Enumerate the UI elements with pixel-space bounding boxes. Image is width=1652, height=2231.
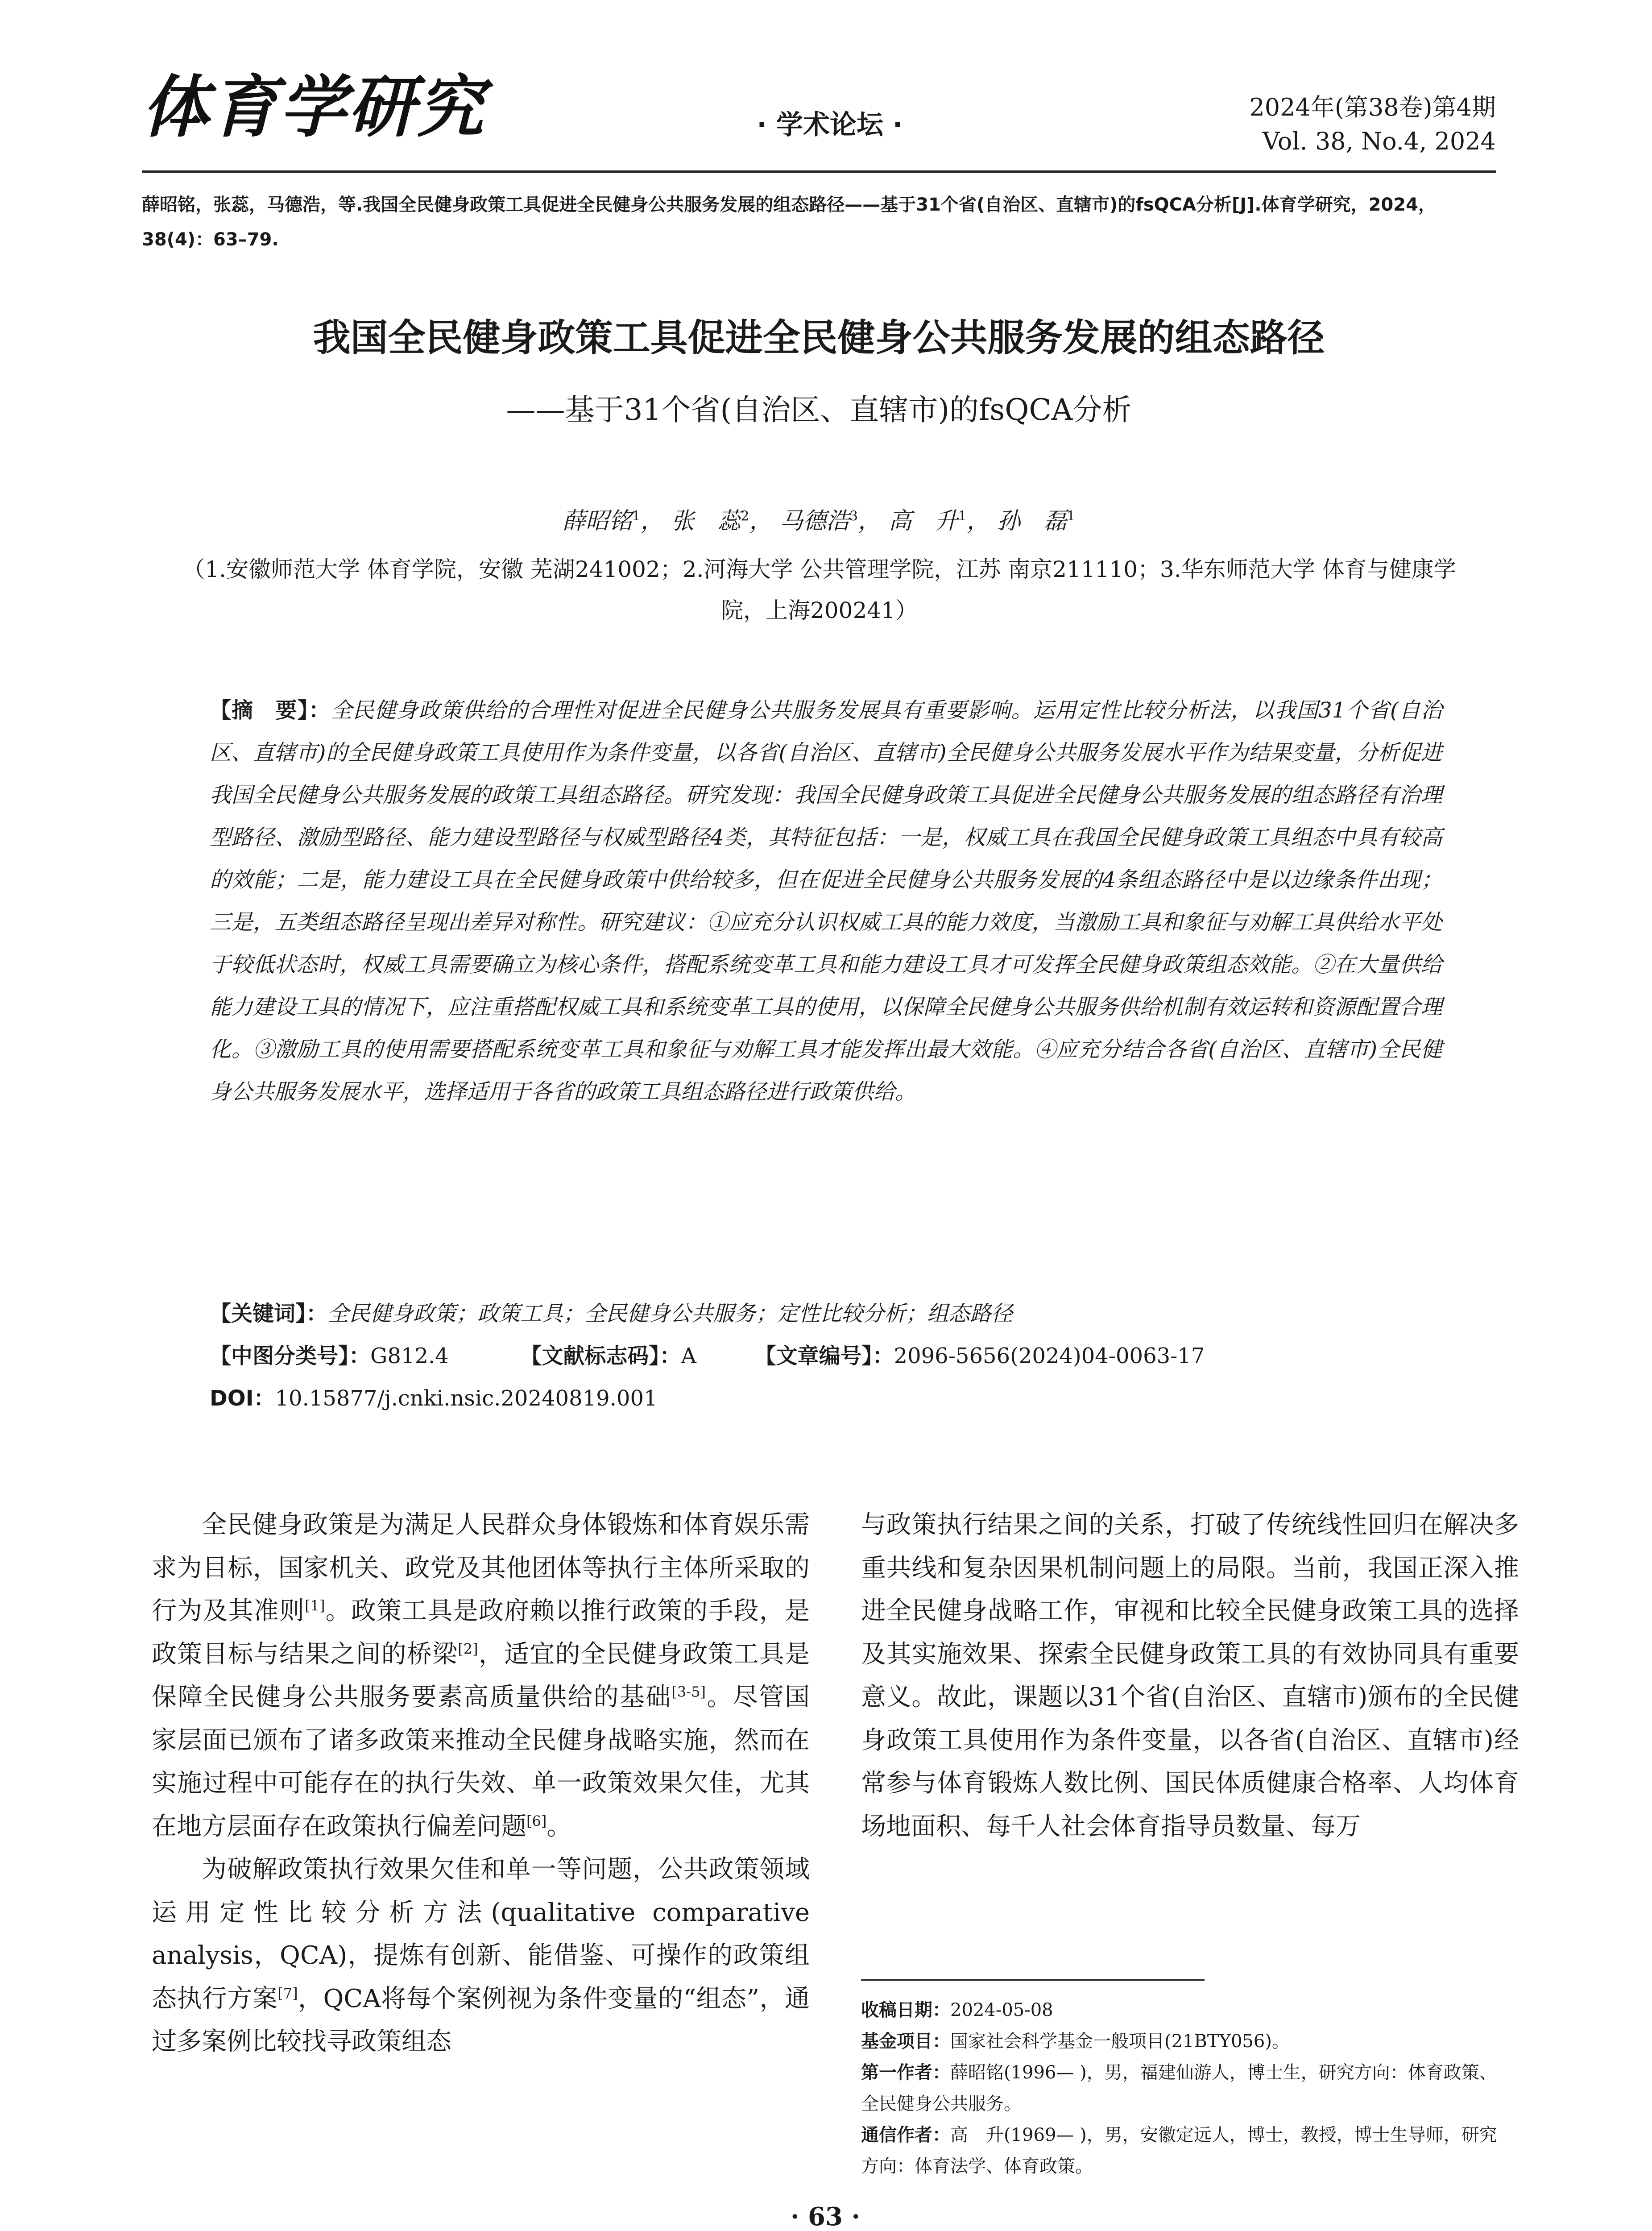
doi-value: 10.15877/j.cnki.nsic.20240819.001 [275,1386,658,1411]
author: 孙 磊$^1$ [997,508,1076,535]
citation: 薛昭铭，张蕊，马德浩，等.我国全民健身政策工具促进全民健身公共服务发展的组态路径——基于31个省(自治区、直辖市)的fsQCA分析[J].体育学研究，2024，38(4)：63–79. [142,195,1436,250]
article-subtitle: ——基于31个省(自治区、直辖市)的fsQCA分析 [506,393,1132,427]
clc-value: G812.4 [370,1344,449,1368]
footnote-first-author: 第一作者：薛昭铭(1996— )，男，福建仙游人，博士生，研究方向：体育政策、全民健身公共服务。 [861,2062,1497,2114]
keywords-text: 全民健身政策；政策工具；全民健身公共服务；定性比较分析；组态路径 [327,1301,1013,1326]
doi-line [210,1381,658,1412]
affiliations: （1.安徽师范大学 体育学院，安徽 芜湖241002；2.河海大学 公共管理学院，江苏 南京211110；3.华东师范大学 体育与健康学院，上海200241） [182,556,1456,623]
article-title: 我国全民健身政策工具促进全民健身公共服务发展的组态路径 [313,316,1325,360]
body-paragraph: 为破解政策执行效果欠佳和单一等问题，公共政策领域运用定性比较分析方法(qualitative comparative analysis，QCA)，提炼有创新、能借鉴、可操作的政策组态执行方案[7]，QCA将每个案例视为条件变量的“组态”，通过多案例比较找寻政策组态 [152,1855,810,2056]
article-no-value: 2096-5656(2024)04-0063-17 [894,1344,1205,1368]
section-label: · 学术论坛 · [757,109,903,141]
author: 张 蕊$^2$， [671,508,773,535]
citation-ref: [6] [526,1812,547,1829]
footnotes [861,1995,1499,2182]
citation-ref: [3-5] [671,1683,706,1700]
author-list [142,502,1496,535]
body-column-right [861,1504,1519,1848]
author: 薛昭铭$^1$， [562,508,664,535]
doc-code-value: A [681,1344,696,1368]
citation-ref: [2] [458,1640,478,1657]
body-paragraph: 与政策执行结果之间的关系，打破了传统线性回归在解决多重共线和复杂因果机制问题上的局限。当前，我国正深入推进全民健身战略工作，审视和比较全民健身政策工具的选择及其实施效果、探索全民健身政策工具的有效协同具有重要意义。故此，课题以31个省(自治区、直辖市)颁布的全民健身政策工具使用作为条件变量，以各省(自治区、直辖市)经常参与体育锻炼人数比例、国民体质健康合格率、人均体育场地面积、每千人社会体育指导员数量、每万 [861,1510,1519,1841]
abstract-text: 全民健身政策供给的合理性对促进全民健身公共服务发展具有重要影响。运用定性比较分析法，以我国31个省(自治区、直辖市)的全民健身政策工具使用作为条件变量，以各省(自治区、直辖市)全民健身公共服务发展水平作为结果变量，分析促进我国全民健身公共服务发展的政策工具组态路径。研究发现：我国全民健身政策工具促进全民健身公共服务发展的组态路径有治理型路径、激励型路径、能力建设型路径与权威型路径4类，其特征包括：一是，权威工具在我国全民健身政策工具组态中具有较高的效能；二是，能力建设工具在全民健身政策中供给较多，但在促进全民健身公共服务发展的4条组态路径中是以边缘条件出现；三是，五类组态路径呈现出差异对称性。研究建议：①应充分认识权威工具的能力效度，当激励工具和象征与劝解工具供给水平处于较低状态时，权威工具需要确立为核心条件，搭配系统变革工具和能力建设工具才可发挥全民健身政策组态效能。②在大量供给能力建设工具的情况下，应注重搭配权威工具和系统变革工具的使用，以保障全民健身公共服务供给机制有效运转和资源配置合理化。③激励工具的使用需要搭配系统变革工具和象征与劝解工具才能发挥出最大效能。④应充分结合各省(自治区、直辖市)全民健身公共服务发展水平，选择适用于各省的政策工具组态路径进行政策供给。 [210,698,1442,1104]
clc-label: 【中图分类号】： [210,1344,371,1368]
keywords [210,1296,1013,1327]
body-column-left [152,1504,810,2064]
citation-ref: [7] [277,1984,298,2002]
footnote-rule [861,1979,1205,1981]
footnote-corresponding-author: 通信作者：高 升(1969— )，男，安徽定远人，博士，教授，博士生导师，研究方向：体育法学、体育政策。 [861,2125,1497,2177]
keywords-label: 【关键词】： [210,1301,328,1326]
citation-ref: [1] [305,1597,325,1614]
issue-info-cn: 2024年(第38卷)第4期 [1249,93,1496,121]
footnote-fund: 基金项目：国家社会科学基金一般项目(21BTY056)。 [861,2031,1290,2052]
doi-label: DOI： [210,1386,275,1411]
journal-logo: 体育学研究 [142,68,486,146]
doc-code-label: 【文献标志码】： [520,1344,681,1368]
abstract-label: 【摘 要】： [210,698,331,723]
author: 高 升$^1$， [888,508,990,535]
page-number: · 63 · [791,2202,860,2231]
footnote-received: 收稿日期：2024-05-08 [861,2000,1053,2020]
classification-line [210,1339,1205,1369]
article-no-label: 【文章编号】： [754,1344,894,1368]
abstract [210,689,1442,1113]
header-rule [142,170,1496,173]
author: 马德浩$^3$， [779,508,882,535]
body-paragraph: 全民健身政策是为满足人民群众身体锻炼和体育娱乐需求为目标，国家机关、政党及其他团体等执行主体所采取的行为及其准则[1]。政策工具是政府赖以推行政策的手段，是政策目标与结果之间的桥梁[2]，适宜的全民健身政策工具是保障全民健身公共服务要素高质量供给的基础[3-5]。尽管国家层面已颁布了诸多政策来推动全民健身战略实施，然而在实施过程中可能存在的执行失效、单一政策效果欠佳，尤其在地方层面存在政策执行偏差问题[6]。 [152,1510,810,1841]
issue-info-en: Vol. 38, No.4, 2024 [1262,127,1496,155]
